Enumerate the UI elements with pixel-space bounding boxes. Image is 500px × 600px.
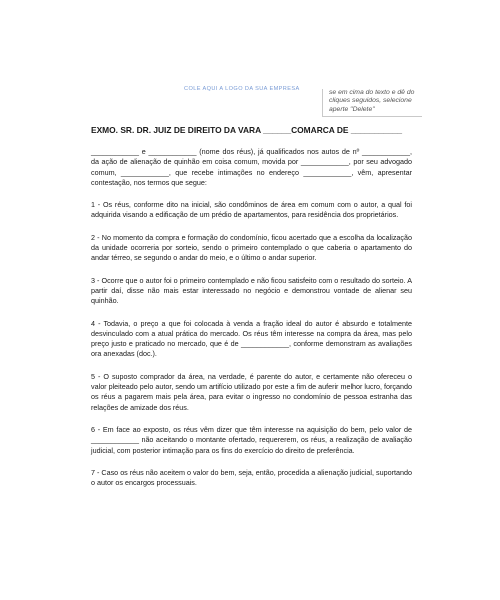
paragraph-intro: ____________ e ____________ (nome dos réus), já qualificados nos autos de nº ____________, da ação de alienação de quinhão em coisa comum, movida por ____________, por seu advogado comum, ____________, que recebe intimações no endereço ____________, vêm, apresentar contestação, nos termos que segue: [91, 147, 412, 187]
instruction-note [322, 89, 422, 117]
logo-placeholder[interactable]: COLE AQUI A LOGO DA SUA EMPRESA [184, 86, 300, 92]
paragraph-1: 1 - Os réus, conforme dito na inicial, são condôminos de área em comum com o autor, a qual foi adquirida visando a edificação de um prédio de apartamentos, para residência dos proprietários. [91, 200, 412, 220]
paragraph-3: 3 - Ocorre que o autor foi o primeiro contemplado e não ficou satisfeito com o resultado do sorteio. A partir daí, disse não mais estar interessado no negócio e demonstrou vontade de alienar seu quinhão. [91, 275, 412, 306]
instruction-note-line: aperte "Delete" [329, 105, 375, 113]
paragraph-4: 4 - Todavia, o preço a que foi colocada à venda a fração ideal do autor é absurdo e totalmente desvinculado com a atual prática do mercado. Os réus têm interesse na compra da área, mas pelo preço justo e praticado no mercado, que é de ____________, conforme demonstram as avaliações ora anexadas (doc.). [91, 318, 412, 359]
instruction-note-line: cliques seguidos, selecione [329, 97, 412, 105]
paragraph-6: 6 - Em face ao exposto, os réus vêm dizer que têm interesse na aquisição do bem, pelo valor de ____________ não aceitando o montante ofertado, requererem, os réus, a realização de avaliação judicial, com posterior intimação para os fins do exercício do direito de preferência. [91, 424, 412, 455]
document-body [91, 118, 412, 500]
paragraph-5: 5 - O suposto comprador da área, na verdade, é parente do autor, e certamente não ofereceu o valor pleiteado pelo autor, sendo um artifício utilizado por este a fim de auferir melhor lucro, forçando os réus a pagarem mais pela área, para evitar o ingresso no condomínio de pessoa estranha das relações de amizade dos réus. [91, 371, 412, 412]
document-title: EXMO. SR. DR. JUIZ DE DIREITO DA VARA ______COMARCA DE ___________ [91, 125, 403, 135]
instruction-note-line: se em cima do texto e dê do [329, 89, 415, 96]
paragraph-7: 7 - Caso os réus não aceitem o valor do bem, seja, então, procedida a alienação judicial, suportando o autor os encargos processuais. [91, 467, 412, 488]
paragraph-2: 2 - No momento da compra e formação do condomínio, ficou acertado que a escolha da localização da unidade ocorreria por sorteio, sendo o primeiro contemplado o que caberia o apartamento do andar térreo, se segundo o andar do meio, e o último o andar superior. [91, 232, 412, 263]
